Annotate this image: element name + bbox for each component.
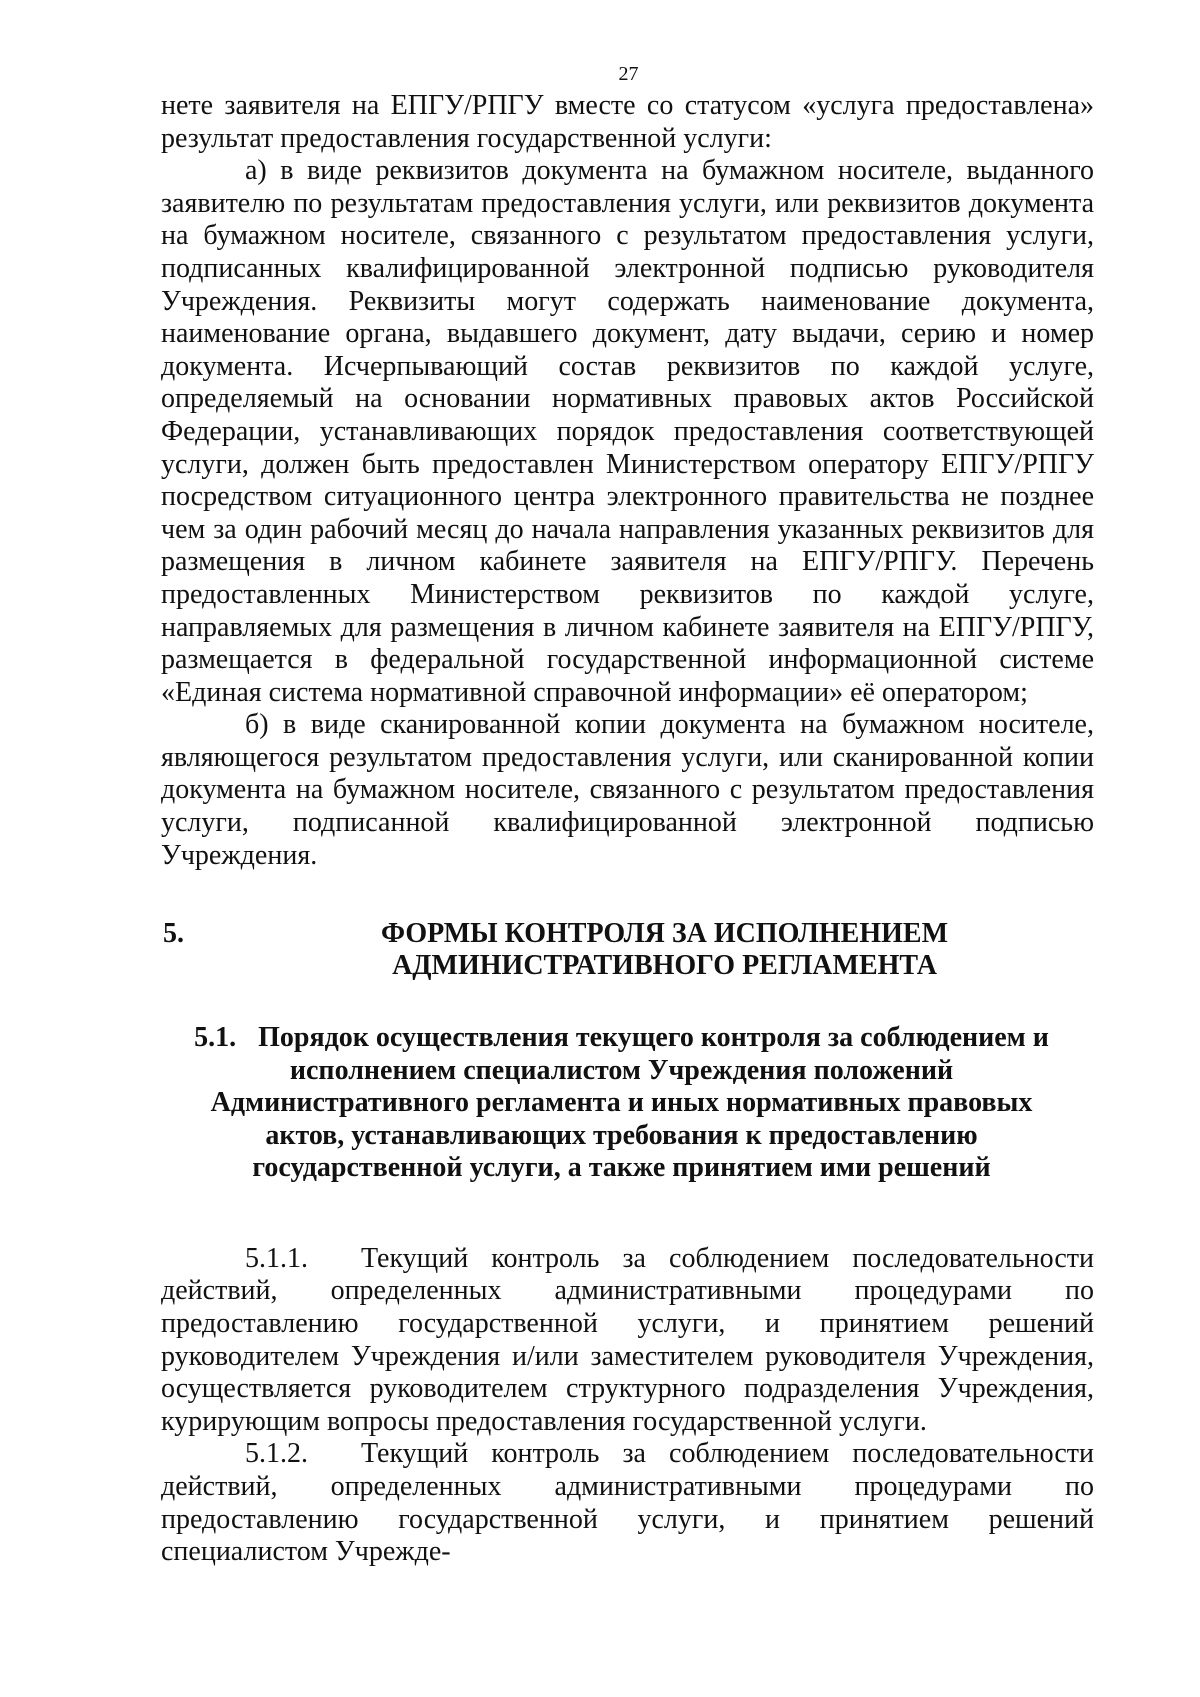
subsection-number: 5.1. — [194, 1022, 237, 1054]
paragraph-item-b: б) в виде сканированной копии документа на бумажном носителе, являющегося результатом предоставления услуги, или сканированной копии документа на бумажном носителе, связанного с результатом предоставления услуги, подписанной квалифицированной электронной подписью Учреждения. — [161, 709, 1094, 871]
clause-text: Текущий контроль за соблюдением последовательности действий, определенных административными процедурами по предоставлению государственной услуги, и принятием решений руководителем Учреждения и/или заместителем руководителя Учреждения, осуществляется руководителем структурного подразделения Учреждения, курирующим вопросы предоставления государственной услуги. — [161, 1242, 1094, 1437]
paragraph-item-a: а) в виде реквизитов документа на бумажном носителе, выданного заявителю по результатам предоставления услуги, или реквизитов документа на бумажном носителе, связанного с результатом предоставления услуги, подписанных квалифицированной электронной подписью руководителя Учреждения. Реквизиты могут содержать наименование документа, наименование органа, выдавшего документ, дату выдачи, серию и номер документа. Исчерпывающий состав реквизитов по каждой услуге, определяемый на основании нормативных правовых актов Российской Федерации, устанавливающих порядок предоставления соответствующей услуги, должен быть предоставлен Министерством оператору ЕПГУ/РПГУ посредством ситуационного центра электронного правительства не позднее чем за один рабочий месяц до начала направления указанных реквизитов для размещения в личном кабинете заявителя на ЕПГУ/РПГУ. Перечень предоставленных Министерством реквизитов по каждой услуге, направляемых для размещения в личном кабинете заявителя на ЕПГУ/РПГУ, размещается в федеральной государственной информационной системе «Единая система нормативной справочной информации» её оператором; — [161, 155, 1094, 708]
section-heading — [161, 918, 1094, 982]
clause-5-1-2 — [161, 1438, 1094, 1568]
spacer — [161, 1185, 1094, 1243]
paragraph-continuation: нете заявителя на ЕПГУ/РПГУ вместе со статусом «услуга предоставлена» результат предоставления государственной услуги: — [161, 90, 1094, 154]
clause-5-1-1 — [161, 1243, 1094, 1439]
clause-text: Текущий контроль за соблюдением последовательности действий, определенных административными процедурами по предоставлению государственной услуги, и принятием решений специалистом Учрежде- — [161, 1438, 1094, 1568]
clause-number: 5.1.2. — [245, 1438, 308, 1470]
document-page — [161, 62, 1094, 1569]
clause-number: 5.1.1. — [245, 1242, 308, 1274]
page-number: 27 — [618, 63, 639, 85]
section-number: 5. — [163, 918, 184, 950]
section-title: ФОРМЫ КОНТРОЛЯ ЗА ИСПОЛНЕНИЕМ АДМИНИСТРАТИВНОГО РЕГЛАМЕНТА — [380, 918, 949, 982]
subsection-title: Порядок осуществления текущего контроля за соблюдением и исполнением специалистом Учреждения положений Административного регламента и иных нормативных правовых актов, устанавливающих требования к предоставлению государственной услуги, а также принятием ими решений — [210, 1022, 1049, 1184]
subsection-heading — [161, 1022, 1094, 1185]
